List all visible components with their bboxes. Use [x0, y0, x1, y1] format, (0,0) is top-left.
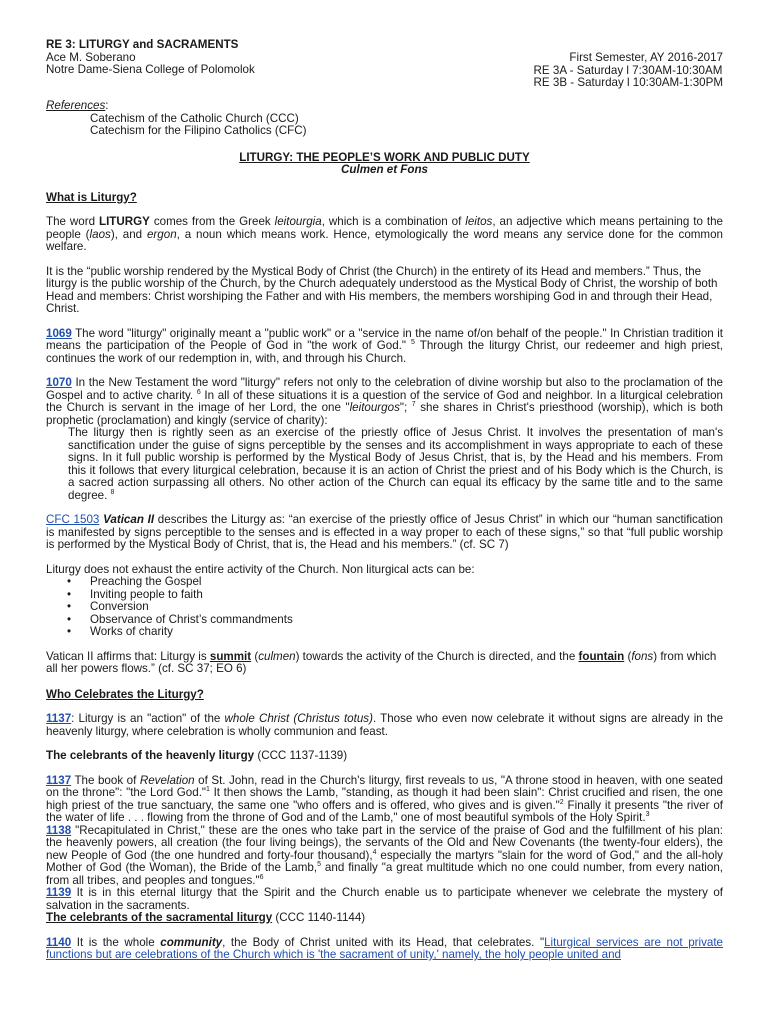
- reference-item: Catechism of the Catholic Church (CCC): [90, 111, 299, 125]
- paragraph-1069: 1069 The word "liturgy" originally meant a "public work" or a "service in the name of/on behalf of the people." In Christian tradition it means the participation of the People of God in "the work of God." $^5$ Through the liturgy Christ, our redeemer and high priest, continues the work of our redemption in, with, and through his Church.: [46, 326, 723, 365]
- ccc-1139-link[interactable]: 1139: [46, 886, 72, 899]
- schedule-a: RE 3A - Saturday l 7:30AM-10:30AM: [533, 63, 723, 77]
- ccc-1137-link[interactable]: 1137: [46, 712, 72, 725]
- paragraph-1137-whole-christ: 1137: Liturgy is an "action" of the whole Christ (Christus totus). Those who even now celebrate it without signs are already in the heavenly liturgy, where celebration is wholly communion and feast.: [46, 712, 724, 738]
- section-heading-what-is-liturgy: What is Liturgy?: [46, 190, 137, 204]
- list-item: • Conversion: [46, 601, 723, 614]
- paragraph-cfc-1503: CFC 1503 Vatican II describes the Liturgy as: “an exercise of the priestly office of Jesus Christ” in which our “human sanctification is manifested by signs perceptible to the senses and is effected in a way proper to each of these signs,” so that “full public worship is performed by the Mystical Body of Christ, that is, the Head and his members.” (cf. SC 7): [46, 513, 723, 551]
- paragraph-1138: 1138 "Recapitulated in Christ," these are the ones who take part in the service of the praise of God and the fulfillment of his plan: the heavenly powers, all creation (the four living beings), the servants of the Old and New Covenants (the twenty-four elders), the new People of God (the one hundred and forty-four thousand),$^4$ especially the martyrs "slain for the word of God," and the all-holy Mother of God (the Woman), the Bride of the Lamb,$^5$ and finally "a great multitude which no one could number, from every nation, from all tribes, and peoples and tongues."$^6$: [46, 823, 723, 887]
- cfc-1503-link[interactable]: CFC 1503: [46, 513, 100, 526]
- subheading-sacramental-liturgy: The celebrants of the sacramental liturgy (CCC 1140-1144): [46, 911, 366, 924]
- ccc-1070-link[interactable]: 1070: [46, 376, 72, 389]
- paragraph-summit-fountain: Vatican II affirms that: Liturgy is summit (culmen) towards the activity of the Church is directed, and the fountain (fons) from which all her powers flows.” (cf. SC 37; EO 6): [46, 649, 717, 675]
- title-main: LITURGY: THE PEOPLE’S WORK AND PUBLIC DUTY: [239, 150, 530, 164]
- references: [46, 100, 723, 138]
- semester: First Semester, AY 2016-2017: [569, 51, 723, 64]
- reference-item: Catechism for the Filipino Catholics (CFC): [90, 124, 307, 137]
- document-header: [46, 39, 723, 91]
- school-name: Notre Dame-Siena College of Polomolok: [46, 63, 255, 76]
- paragraph-1139: 1139 It is in this eternal liturgy that the Spirit and the Church enable us to participate whenever we celebrate the mystery of salvation in the sacraments.: [46, 886, 723, 912]
- ccc-1138-link[interactable]: 1138: [46, 823, 72, 837]
- paragraph-etymology: The word LITURGY comes from the Greek leitourgia, which is a combination of leitos, an adjective which means pertaining to the people (laos), and ergon, a noun which means work. Hence, etymologically the word means any service done for the common welfare.: [46, 215, 723, 253]
- document-page: [46, 39, 723, 962]
- ccc-1069-link[interactable]: 1069: [46, 326, 72, 340]
- author-name: Ace M. Soberano: [46, 50, 136, 64]
- list-item: • Works of charity: [46, 626, 723, 639]
- course-title: RE 3: LITURGY and SACRAMENTS: [46, 38, 239, 51]
- document-title: [46, 152, 723, 177]
- ccc-1137-link[interactable]: 1137: [46, 773, 72, 787]
- references-label: References:: [46, 99, 109, 112]
- paragraph-1070: 1070 In the New Testament the word "liturgy" refers not only to the celebration of divine worship but also to the proclamation of the Gospel and to active charity. $^6$ In all of these situations it is a question of the service of God and neighbor. In a liturgical celebration the Church is servant in the image of her Lord, the one "leitourgos"; $^7$ she shares in Christ's priesthood (worship), which is both prophetic (proclamation) and kingly (service of charity):: [46, 376, 724, 427]
- schedule-b: RE 3B - Saturday l 10:30AM-1:30PM: [533, 76, 723, 89]
- paragraph-1140: 1140 It is the whole community, the Body of Christ united with its Head, that celebrates. "Liturgical services are not private functions but are celebrations of the Church which is 'the sacrament of unity,' namely, the holy people united and: [46, 935, 723, 961]
- paragraph-1137-revelation: 1137 The book of Revelation of St. John, read in the Church's liturgy, first reveals to us, "A throne stood in heaven, with one seated on the throne": "the Lord God."$^1$ It then shows the Lamb, "standing, as though it had been slain": Christ crucified and risen, the one high priest of the true sanctuary, the same one "who offers and is offered, who gives and is given."$^2$ Finally it presents "the river of the water of life . . . flowing from the throne of God and of the Lamb," one of most beautiful symbols of the Holy Spirit.$^3$: [46, 773, 723, 824]
- paragraph-non-liturgical: Liturgy does not exhaust the entire activity of the Church. Non liturgical acts can be:: [46, 562, 475, 576]
- list-item: • Observance of Christ’s commandments: [46, 614, 723, 627]
- non-liturgical-list: [46, 576, 723, 639]
- paragraph-public-worship: It is the “public worship rendered by the Mystical Body of Christ (the Church) in the entirety of its Head and members.” Thus, the liturgy is the public worship of the Church, by the Church adequately understood as the Mystical Body of Christ, the worship of both Head and members: Christ worshiping the Father and with His members, the members worshiping God in and through their Head, Christ.: [46, 264, 718, 315]
- block-quote: The liturgy then is rightly seen as an exercise of the priestly office of Jesus Christ. It involves the presentation of man's sanctification under the guise of signs perceptible by the senses and its accomplishment in ways appropriate to each of these signs. In it full public worship is performed by the Mystical Body of Jesus Christ, that is, by the Head and his members. From this it follows that every liturgical celebration, because it is an action of Christ the priest and of his Body which is the Church, is a sacred action surpassing all others. No other action of the Church can equal its efficacy by the same title and to the same degree. $^8$: [68, 426, 723, 502]
- section-heading-who-celebrates: Who Celebrates the Liturgy?: [46, 687, 204, 701]
- ccc-1140-link[interactable]: 1140: [46, 935, 72, 949]
- subheading-heavenly-liturgy: The celebrants of the heavenly liturgy (CCC 1137-1139): [46, 749, 348, 762]
- header-right: [534, 52, 723, 90]
- list-item: • Inviting people to faith: [46, 589, 723, 602]
- title-sub: Culmen et Fons: [341, 163, 428, 176]
- header-left: [46, 39, 255, 77]
- list-item: • Preaching the Gospel: [46, 576, 723, 589]
